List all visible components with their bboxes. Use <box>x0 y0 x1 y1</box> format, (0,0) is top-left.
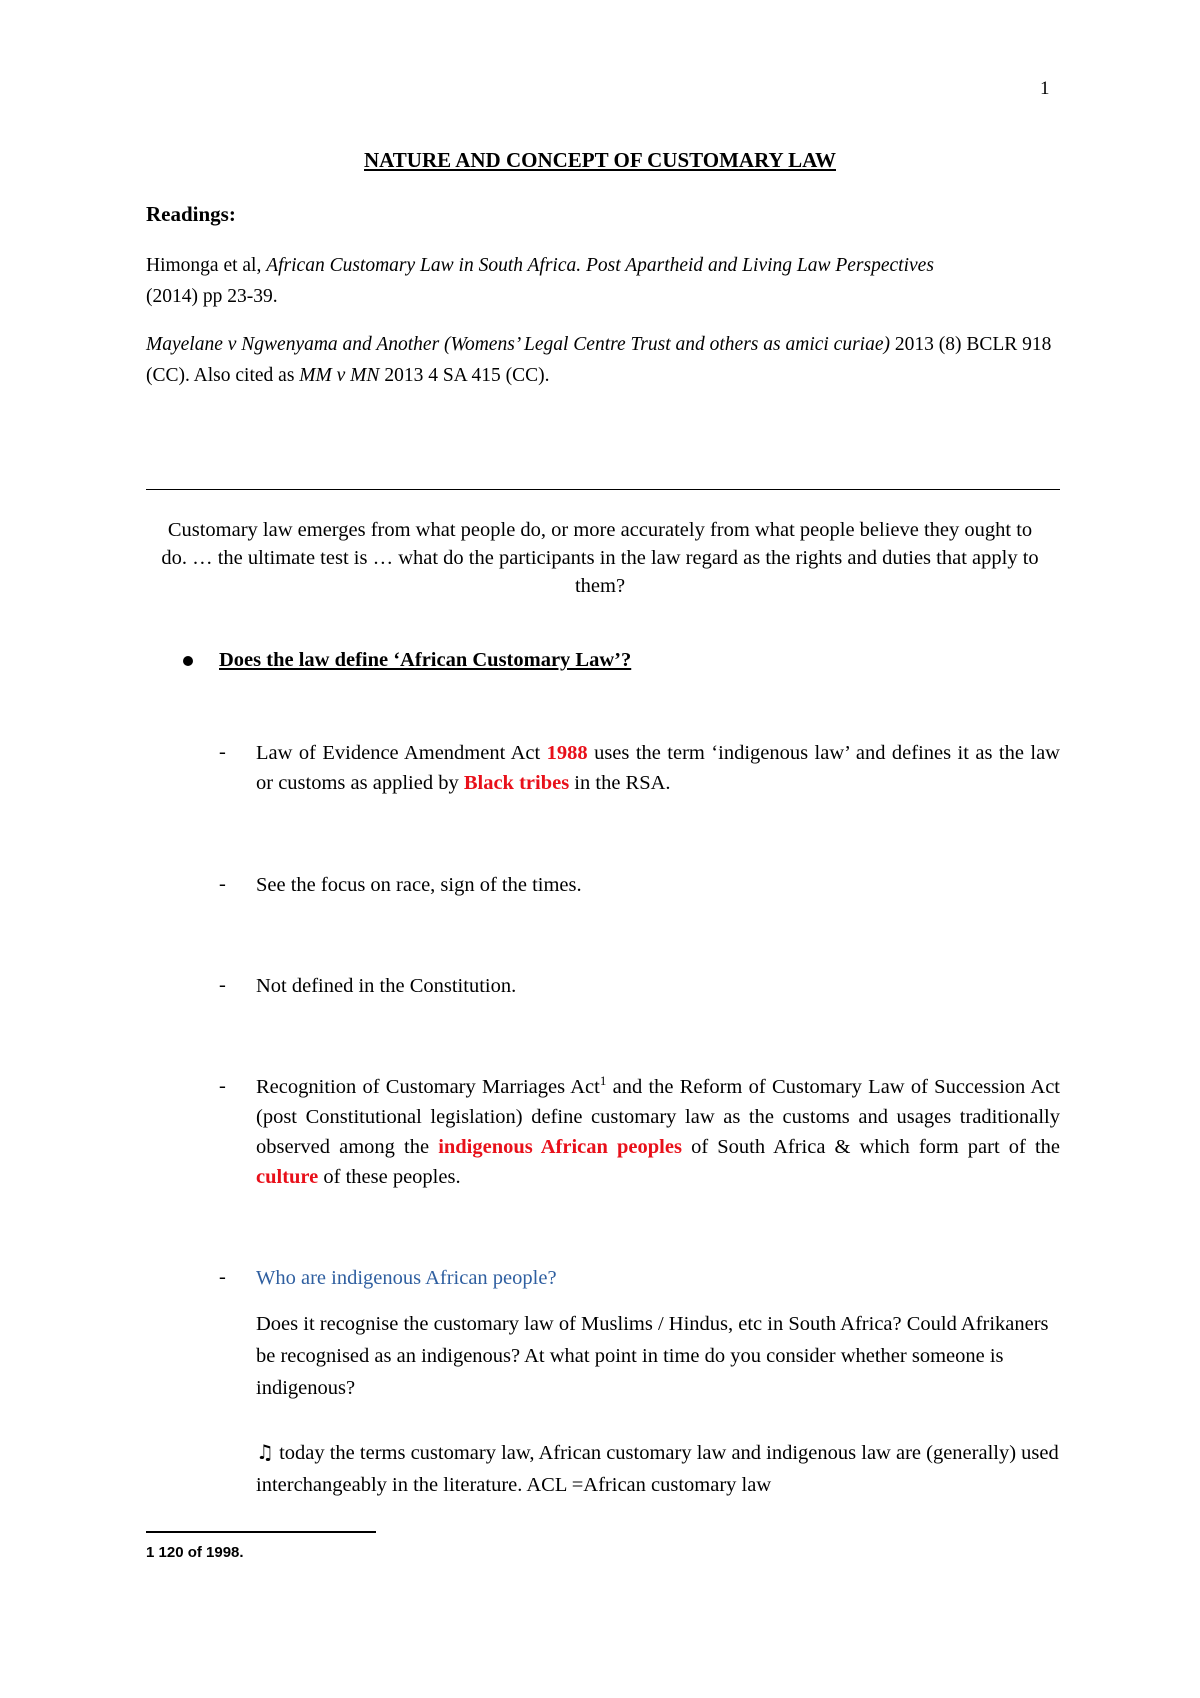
quote-block: Customary law emerges from what people do, or more accurately from what people believe they ought to do. … the ultimate test is … what do the participants in the law regard as the rights and duties that apply to them? <box>161 519 1039 597</box>
list-item: See the focus on race, sign of the times. <box>256 874 582 896</box>
dash-marker: - <box>219 1075 226 1097</box>
footnote-ref: 1 <box>599 1073 607 1089</box>
note-paragraph: ♫ today the terms customary law, African customary law and indigenous law are (generally) used interchangeably in the literature. ACL =African customary law <box>256 1440 1059 1496</box>
reading-reference-1 <box>146 250 1058 312</box>
alt-case-citation: 2013 4 SA 415 (CC). <box>379 365 550 386</box>
question-paragraph: Does it recognise the customary law of Muslims / Hindus, etc in South Africa? Could Afrikaners be recognised as an indigenous? At what point in time do you consider whether someone is indigenous? <box>256 1313 1049 1399</box>
list-item: Recognition of Customary Marriages Act$^1$ and the Reform of Customary Law of Succession Act (post Constitutional legislation) define customary law as the customs and usages traditionally observed among the indigenous African peoples of South Africa & which form part of the culture of these peoples. <box>256 1073 1060 1188</box>
dash-marker: - <box>219 1266 226 1288</box>
dash-marker: - <box>219 873 226 895</box>
list-item: Law of Evidence Amendment Act 1988 uses the term ‘indigenous law’ and defines it as the law or customs as applied by Black tribes in the RSA. <box>256 742 1060 794</box>
list-item-question: Who are indigenous African people? <box>256 1267 557 1289</box>
highlight-text: Black tribes <box>463 772 570 794</box>
highlight-text: culture <box>256 1166 319 1188</box>
list-item: Not defined in the Constitution. <box>256 975 517 997</box>
reference-book-title: African Customary Law in South Africa. Post Apartheid and Living Law Perspectives <box>266 255 934 276</box>
horizontal-divider <box>146 489 1060 490</box>
footnote: 1 120 of 1998. <box>146 1544 244 1561</box>
footnote-divider <box>146 1531 376 1533</box>
music-note-icon: ♫ <box>256 1440 274 1464</box>
section-heading: Does the law define ‘African Customary Law’? <box>219 649 632 671</box>
reference-author: Himonga et al, <box>146 255 267 276</box>
case-name: Mayelane v Ngwenyama and Another (Womens’ Legal Centre Trust and others as amici curiae) <box>146 334 890 355</box>
reading-reference-2 <box>146 329 1058 391</box>
case-citation: 2013 (8) BCLR 918 (CC). Also cited as <box>146 334 1052 386</box>
alt-case-name: MM v MN <box>299 365 380 386</box>
highlight-text: indigenous African peoples <box>438 1136 682 1158</box>
dash-marker: - <box>219 741 226 763</box>
document-title: NATURE AND CONCEPT OF CUSTOMARY LAW <box>364 148 836 172</box>
readings-label: Readings: <box>146 202 236 226</box>
bullet-icon <box>183 656 193 666</box>
reference-details: (2014) pp 23-39. <box>146 286 278 307</box>
page-number: 1 <box>1040 78 1050 99</box>
dash-marker: - <box>219 974 226 996</box>
highlight-text: 1988 <box>546 742 588 764</box>
